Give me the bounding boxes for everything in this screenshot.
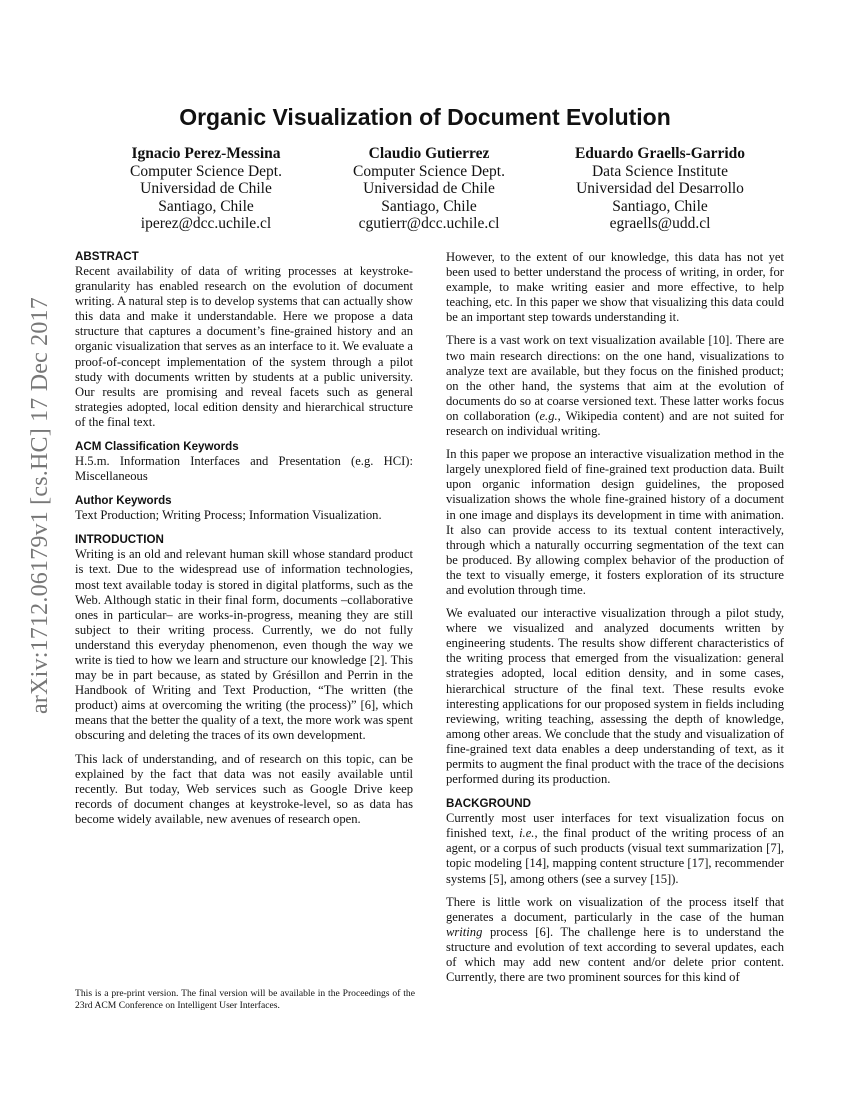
preprint-footnote: This is a pre-print version. The final version will be available in the Proceedings of the 23rd ACM Conference on Intelligent User Interfaces. (75, 988, 415, 1011)
author-org: Universidad de Chile (363, 180, 495, 197)
right-column (446, 250, 784, 985)
intro-paragraph-6: We evaluated our interactive visualization through a pilot study, where we visualized and analyzed documents written by engineering students. The results show different characteristics of the writing process that emerged from the visualization: general strategies adopted, local edition density, and in some cases, hierarchical structure of the final text. These results evoke interesting applications for our proposed system in fields including reviewing, writing teaching, assessing the depth of knowledge, among other areas. We conclude that the study and visualization of fine-grained text data enables a deep understanding of text, as it permits to augment the final product with the trace of the decisions performed during its production. (446, 606, 784, 787)
author-name: Claudio Gutierrez (368, 145, 490, 162)
bg-p1-text-b: , the final product of the writing process of an agent, or a corpus of such products (visual text summarization [7], topic modeling [14], mapping content structure [17], recommender systems [5], among others (see a survey [15]). (446, 826, 784, 886)
author-dept: Computer Science Dept. (353, 162, 505, 180)
background-paragraph-1 (446, 811, 784, 886)
author-email: cgutierr@dcc.uchile.cl (358, 215, 500, 232)
intro-p4-text-b: , Wikipedia content) and are not suited for research on individual writing. (446, 408, 785, 439)
background-heading: BACKGROUND (446, 797, 532, 811)
acm-heading: ACM Classification Keywords (75, 440, 239, 454)
author-3 (545, 145, 775, 233)
author-block (0, 145, 850, 245)
keywords-text: Text Production; Writing Process; Information Visualization. (75, 508, 382, 523)
author-city: Santiago, Chile (158, 197, 254, 215)
author-city: Santiago, Chile (612, 197, 708, 215)
bg-p2-emphasis: writing (446, 924, 483, 939)
intro-paragraph-5: In this paper we propose an interactive visualization method in the largely unexplored field of fine-grained text production data. Built upon organic information design guidelines, the proposed visualization shows the whole fine-grained history of a document in one image and displays its development in time with animation. It also can provide access to its textual content interactively, through which a naturally occurring segmentation of the text can be produced. By allowing complex behavior of the production of the text to visually emerge, it fosters exploration of its structure and evolution through time. (446, 447, 784, 597)
author-email: egraells@udd.cl (609, 215, 711, 232)
intro-paragraph-1: Writing is an old and relevant human skill whose standard product is text. Due to the widespread use of information technologies, most text available today is stored in digital platforms, such as the Web. Although static in their final form, documents –collaborative ones in particular– are works-in-progress, meaning they are still subject to their writing process. Currently, we do not fully understand this everyday phenomenon, even though the way we write is tied to how we learn and structure our knowledge [2]. This may be in part because, as stated by Grésillon and Perrin in the Handbook of Writing and Text Production, “The written (the product) aims at overcoming the writing (the process)” [6], which means that the better the quality of a text, the more work was spent obscuring and deleting the traces of its own development. (75, 547, 413, 743)
bg-p2-text-a: There is little work on visualization of the process itself that generates a document, particularly in the case of the human (446, 894, 784, 924)
intro-p4-emphasis: e.g. (539, 408, 558, 423)
bg-p1-text-a: Currently most user interfaces for text visualization focus on finished text, (446, 811, 784, 841)
author-dept: Data Science Institute (591, 162, 728, 180)
author-1 (91, 145, 321, 233)
arxiv-stamp-text: arXiv:1712.06179v1 [cs.HC] 17 Dec 2017 (26, 296, 53, 714)
introduction-heading: INTRODUCTION (75, 533, 164, 547)
paper-title: Organic Visualization of Document Evolution (179, 104, 671, 130)
left-column (75, 250, 413, 827)
author-org: Universidad del Desarrollo (576, 180, 744, 197)
author-2 (314, 145, 544, 233)
author-name: Eduardo Graells-Garrido (574, 145, 746, 162)
intro-paragraph-2: This lack of understanding, and of research on this topic, can be explained by the fact that data was not easily available until recently. But today, Web services such as Google Drive keep records of document changes at keystroke-level, so as data has become widely available, new avenues of research open. (75, 751, 413, 826)
bg-p1-emphasis: i.e. (519, 826, 535, 841)
acm-text: H.5.m. Information Interfaces and Presentation (e.g. HCI): Miscellaneous (75, 454, 413, 484)
intro-paragraph-3: However, to the extent of our knowledge, this data has not yet been used to better understand the process of writing, in order, for example, to make writing easier and more effective, to help teaching, etc. In this paper we show that visualizing this data could be an important step towards understanding it. (446, 250, 784, 325)
author-org: Universidad de Chile (140, 180, 272, 197)
author-dept: Computer Science Dept. (130, 162, 282, 180)
bg-p2-text-b: process [6]. The challenge here is to understand the structure and evolution of text according to several updates, each of which may add new content and/or delete prior content. Currently, there are two prominent sources for this kind of (446, 924, 784, 985)
intro-p4-text-a: There is a vast work on text visualization available [10]. There are two main research directions: on the one hand, visualizations to analyze text are available, but they focus on the finished product; on the other hand, the systems that aim at the evolution of documents do so at coarse versioned text. These latter works focus on collaboration ( (446, 333, 784, 423)
arxiv-stamp (18, 290, 62, 720)
intro-paragraph-4 (446, 333, 784, 439)
author-name: Ignacio Perez-Messina (131, 145, 281, 162)
abstract-heading: ABSTRACT (75, 250, 139, 263)
background-paragraph-2 (446, 895, 784, 986)
keywords-heading: Author Keywords (75, 494, 172, 508)
abstract-text: Recent availability of data of writing processes at keystroke-granularity has enabled research on the evolution of document writing. A natural step is to develop systems that can actually show this data and make it understandable. Here we propose a data structure that captures a document’s fine-grained history and an organic visualization that serves as an interface to it. We evaluate a proof-of-concept implementation of the system through a pilot study with documents written by students at a public university. Our results are promising and reveal facets such as general strategies adopted, local edition density and hierarchical structure of the final text. (75, 264, 413, 429)
author-city: Santiago, Chile (381, 197, 477, 215)
author-email: iperez@dcc.uchile.cl (140, 215, 272, 232)
